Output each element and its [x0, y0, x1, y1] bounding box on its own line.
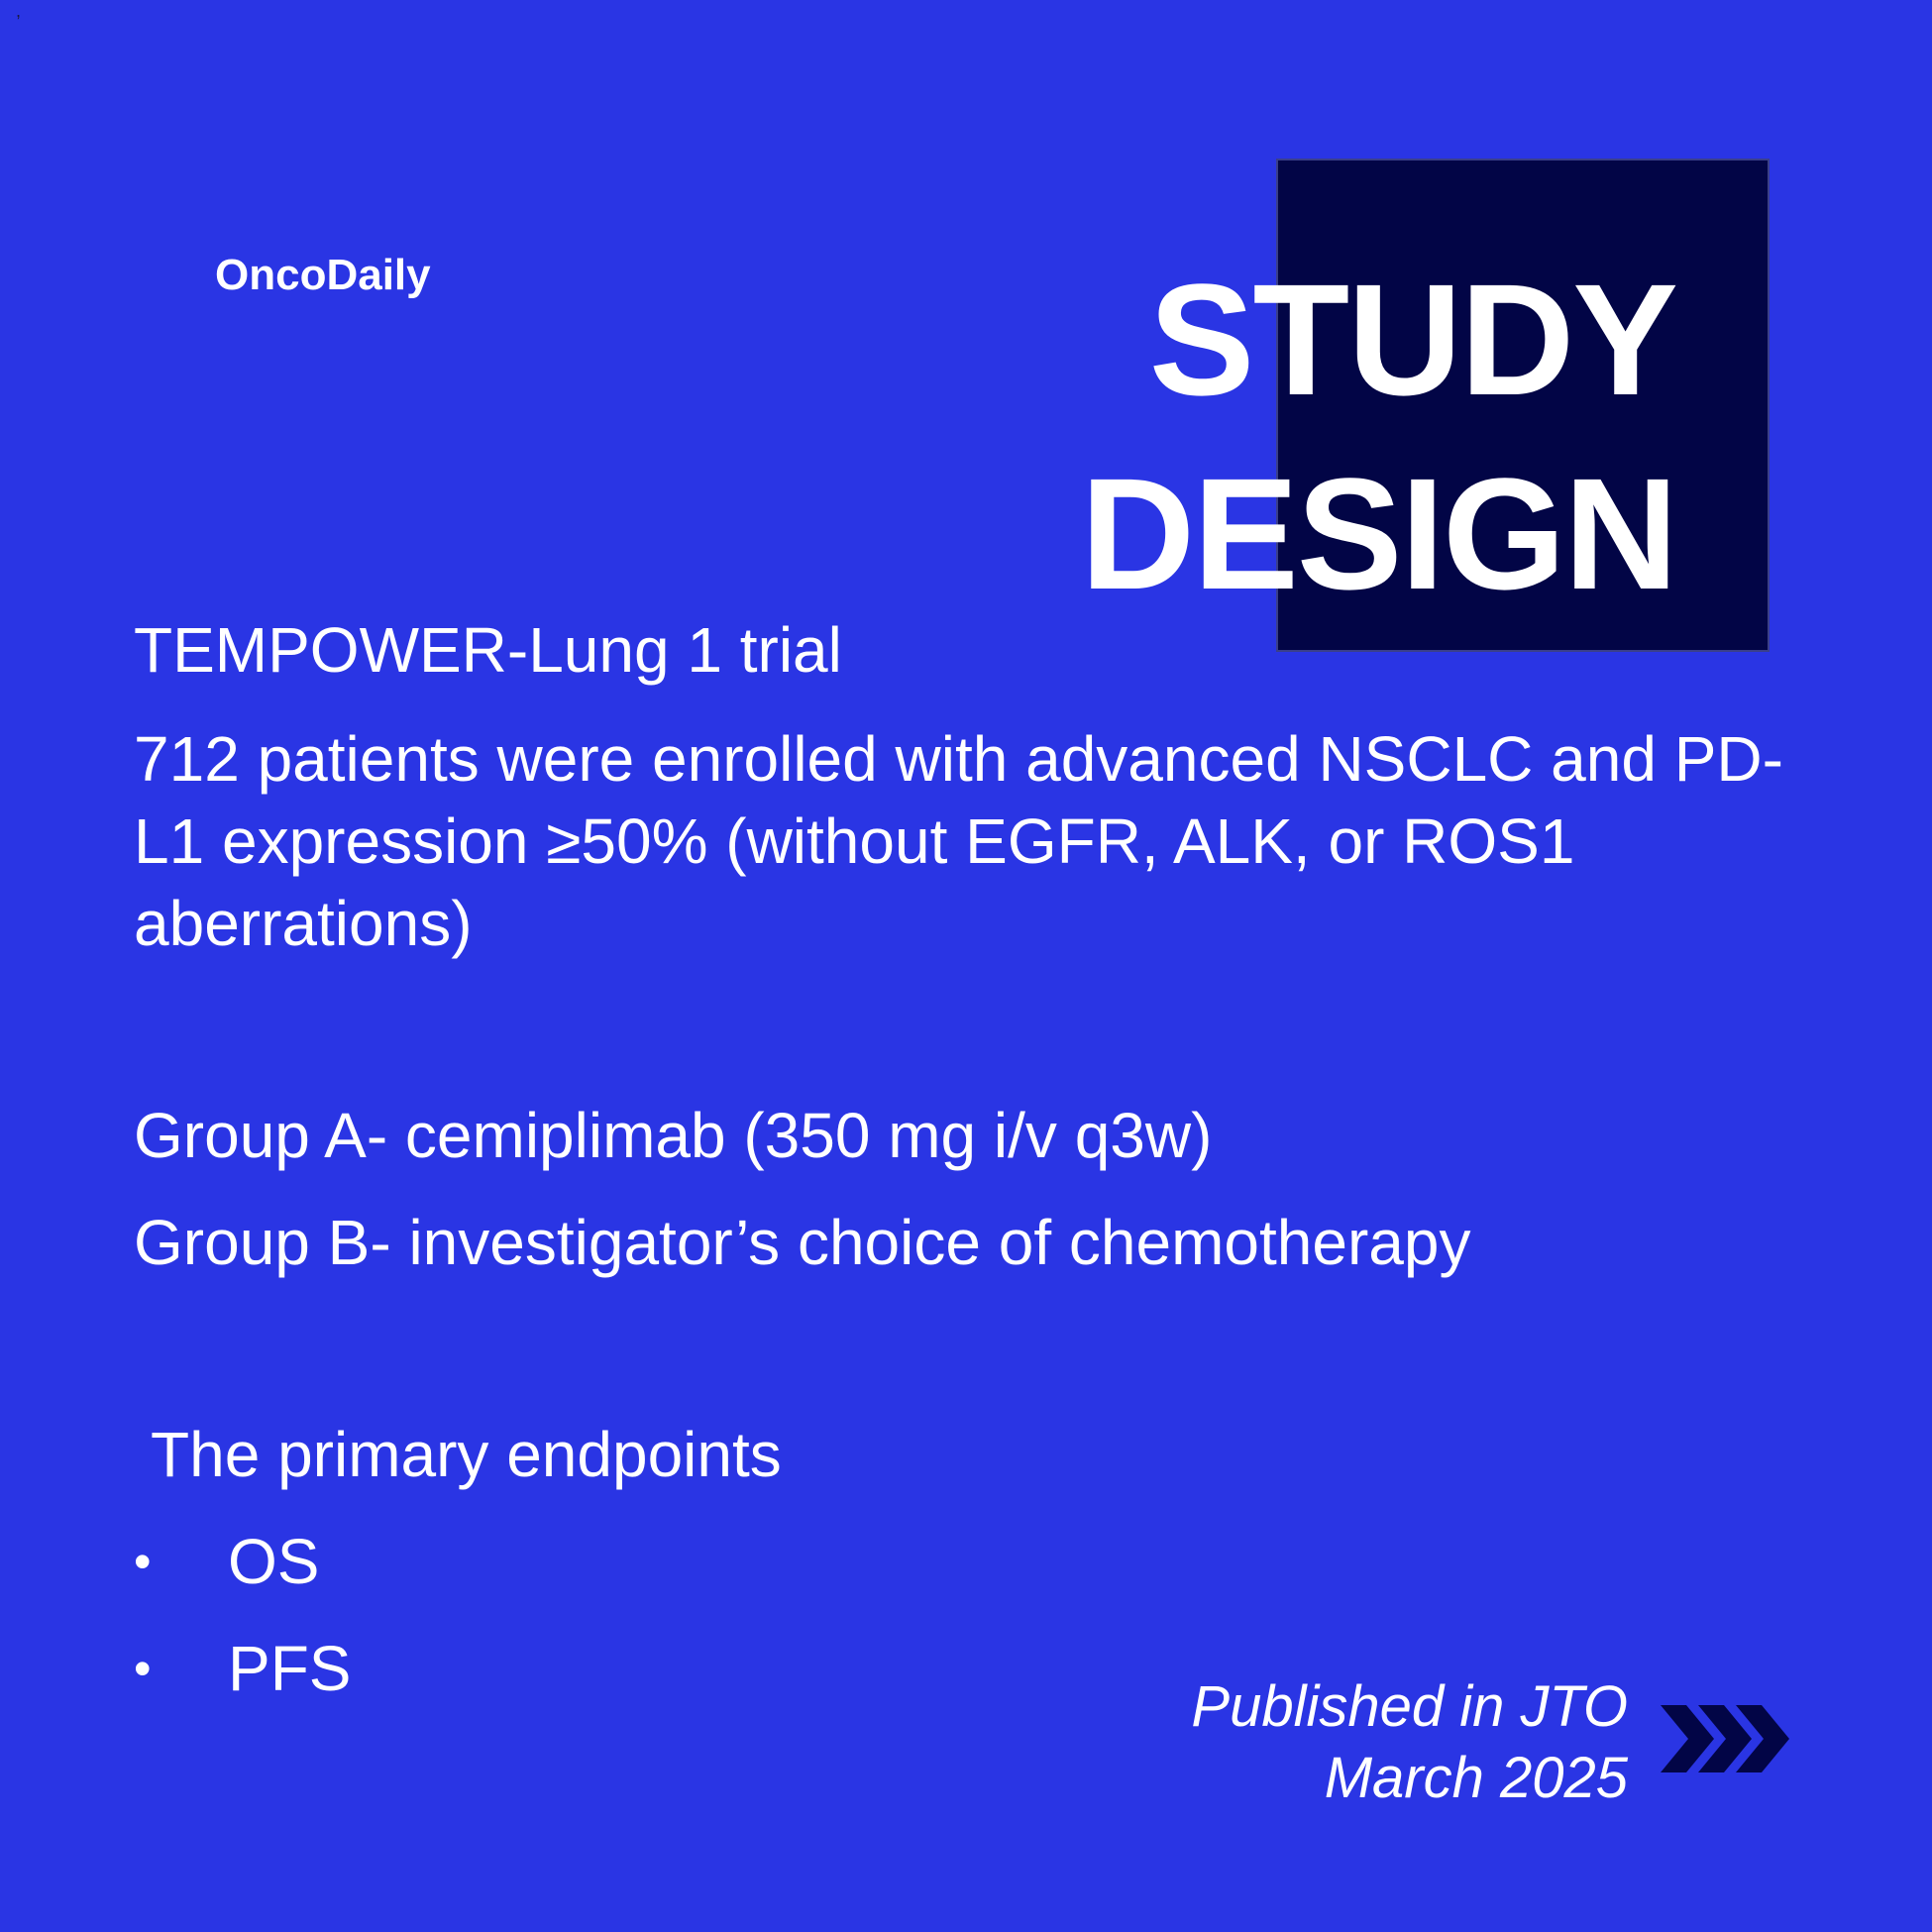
- list-item: [134, 1628, 351, 1710]
- endpoint-label: OS: [228, 1526, 320, 1597]
- endpoint-label: PFS: [228, 1633, 352, 1704]
- publication-journal: Published in JTO: [1191, 1674, 1628, 1739]
- list-item: [134, 1521, 319, 1603]
- trial-name: TEMPOWER-Lung 1 trial: [134, 614, 842, 686]
- title-line-2: DESIGN: [1080, 445, 1676, 622]
- endpoints-heading: The primary endpoints: [151, 1419, 782, 1490]
- triple-chevron-right-icon[interactable]: [1657, 1699, 1805, 1778]
- group-b-text: Group B- investigator’s choice of chemotherapy: [134, 1207, 1471, 1278]
- brand-logo-text: OncoDaily: [215, 251, 431, 299]
- enrollment-text: 712 patients were enrolled with advanced NSCLC and PD-L1 expression ≥50% (without EGFR, ALK, or ROS1 aberrations): [134, 723, 1783, 959]
- bullet-icon: •: [134, 1534, 152, 1589]
- page-title: [983, 243, 1676, 631]
- group-a-text: Group A- cemiplimab (350 mg i/v q3w): [134, 1100, 1213, 1171]
- corner-mark: ,: [16, 1, 22, 21]
- title-line-1: STUDY: [1148, 251, 1676, 428]
- bullet-icon: •: [134, 1641, 152, 1696]
- publication-date: March 2025: [1324, 1746, 1628, 1810]
- publication-info: [1191, 1671, 1628, 1814]
